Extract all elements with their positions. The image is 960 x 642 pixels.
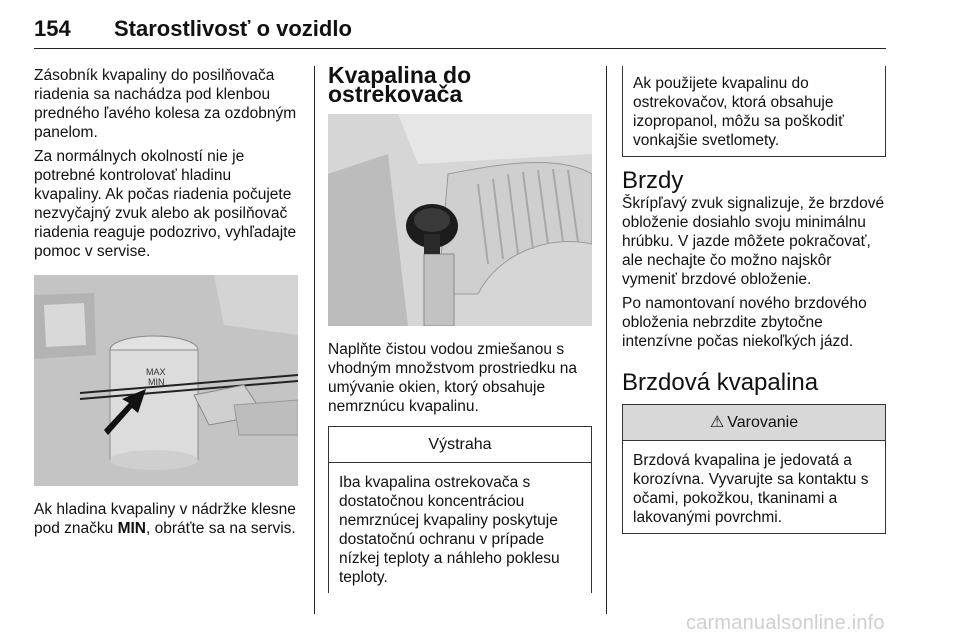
page-title: Starostlivosť o vozidlo [114,16,352,41]
column-left [34,66,302,543]
paragraph: Po namontovaní nového brzdového obloženia nebrzdite zbytočne intenzívne počas niekoľkých jázd. [622,295,867,350]
reservoir-illustration [34,275,298,486]
paragraph: Zásobník kvapaliny do posilňovača riadenia sa nachádza pod klenbou predného ľavého kolesa za ozdobným panelom. [34,67,297,141]
section-heading: Kvapalina do ostrekovača [328,62,472,107]
section-heading: Brzdová kvapalina [622,369,819,396]
washer-reservoir-illustration [328,114,592,326]
page-number: 154 [34,16,71,41]
warning-notice [622,404,886,534]
column-divider [314,66,315,614]
column-right [622,66,886,534]
paragraph: Škrípľavý zvuk signalizuje, že brzdové obloženie dosiahlo svoju minimálnu hrúbku. V jazde môžete pokračovať, ale nechajte čo možno najskôr vymeniť brzdové obloženie. [622,195,885,288]
column-middle [328,62,592,593]
notice-text: Iba kvapalina ostrekovača s dostatočnou koncentráciou nemrznúcej kvapaliny poskytuje dostatočnú ochranu v prípade nízkej teploty a náhleho poklesu teploty. [339,474,560,586]
warning-header: ⚠ Varovanie [623,405,885,441]
watermark: carmanualsonline.info [686,612,885,634]
max-mark-label: MAX [146,367,166,377]
section-heading: Brzdy [622,167,684,194]
warning-triangle-icon: ⚠ [709,414,725,431]
column-divider [606,66,607,614]
notice-text: Ak použijete kvapalinu do ostrekovačov, ktorá obsahuje izopropanol, môžu sa poškodiť vonkajšie svetlomety. [633,75,844,149]
caution-notice [328,426,592,593]
paragraph: Naplňte čistou vodou zmiešanou s vhodným množstvom prostriedku na umývanie okien, ktorý obsahuje nemrznúcu kvapalinu. [328,341,577,415]
page-header [34,12,886,49]
min-mark-label: MIN [148,377,165,387]
notice-title: Výstraha [329,427,591,463]
warning-text: Brzdová kvapalina je jedovatá a korozívna. Vyvarujte sa kontaktu s očami, pokožkou, tkaninami a lakovanými povrchmi. [633,452,869,526]
caution-notice-continued [622,66,886,157]
paragraph: Za normálnych okolností nie je potrebné kontrolovať hladinu kvapaliny. Ak počas riadenia počujete nezvyčajný zvuk alebo ak posilňovač riadenia reaguje podozrivo, vyhľadajte pomoc v servise. [34,148,297,260]
paragraph: Ak hladina kvapaliny v nádržke klesne pod značku MIN, obráťte sa na servis. [34,501,296,537]
